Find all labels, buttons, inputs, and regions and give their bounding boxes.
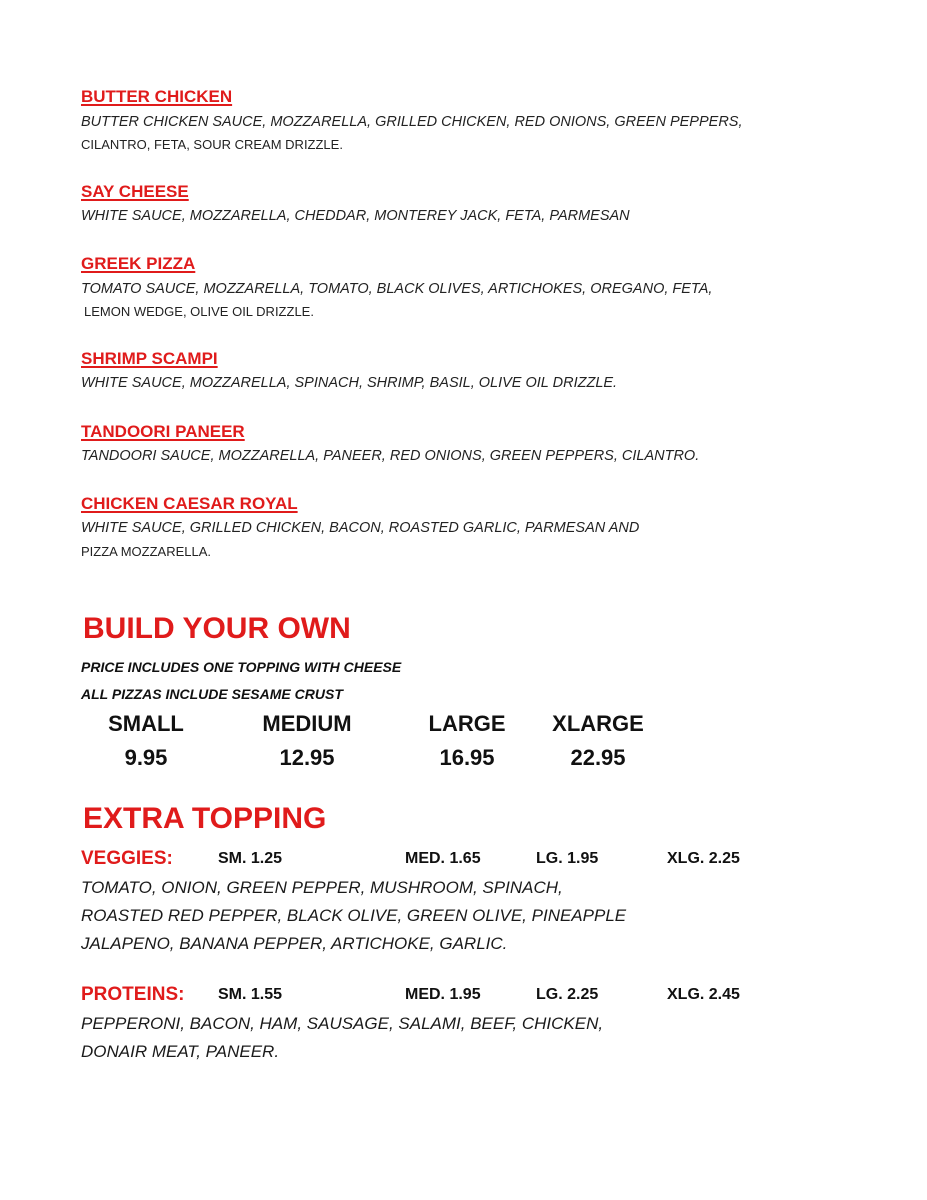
veggies-list-line2: ROASTED RED PEPPER, BLACK OLIVE, GREEN OLIVE, PINEAPPLE (81, 906, 627, 925)
veggies-price-xlg: XLG. 2.25 (667, 850, 740, 867)
proteins-price-sm: SM. 1.55 (218, 986, 283, 1003)
item-desc-greek-pizza-line1: TOMATO SAUCE, MOZZARELLA, TOMATO, BLACK OLIVES, ARTICHOKES, OREGANO, FETA, (81, 281, 713, 297)
item-desc-greek-pizza-line2: LEMON WEDGE, OLIVE OIL DRIZZLE. (84, 304, 314, 319)
veggies-price-lg: LG. 1.95 (536, 850, 599, 867)
item-title-greek-pizza: GREEK PIZZA (81, 254, 196, 273)
build-your-own-note-topping: PRICE INCLUDES ONE TOPPING WITH CHEESE (81, 659, 402, 675)
build-your-own-heading: BUILD YOUR OWN (83, 612, 351, 645)
item-title-tandoori-paneer: TANDOORI PANEER (81, 422, 245, 441)
proteins-price-xlg: XLG. 2.45 (667, 986, 740, 1003)
size-label-medium: MEDIUM (262, 711, 352, 736)
size-price-medium: 12.95 (279, 745, 335, 770)
proteins-label: PROTEINS: (81, 984, 185, 1005)
proteins-list-line2: DONAIR MEAT, PANEER. (81, 1042, 280, 1061)
item-title-chicken-caesar-royal: CHICKEN CAESAR ROYAL (81, 494, 298, 513)
size-label-xlarge: XLARGE (552, 711, 644, 736)
size-label-small: SMALL (108, 711, 184, 736)
veggies-label: VEGGIES: (81, 848, 173, 869)
item-desc-shrimp-scampi-line1: WHITE SAUCE, MOZZARELLA, SPINACH, SHRIMP, BASIL, OLIVE OIL DRIZZLE. (81, 375, 618, 391)
item-desc-butter-chicken-line1: BUTTER CHICKEN SAUCE, MOZZARELLA, GRILLED CHICKEN, RED ONIONS, GREEN PEPPERS, (81, 114, 743, 130)
proteins-price-med: MED. 1.95 (405, 986, 481, 1003)
veggies-list-line3: JALAPENO, BANANA PEPPER, ARTICHOKE, GARLIC. (81, 934, 508, 953)
proteins-price-lg: LG. 2.25 (536, 986, 599, 1003)
item-title-shrimp-scampi: SHRIMP SCAMPI (81, 349, 218, 368)
item-desc-chicken-caesar-royal-line2: PIZZA MOZZARELLA. (81, 544, 212, 559)
item-desc-butter-chicken-line2: CILANTRO, FETA, SOUR CREAM DRIZZLE. (81, 137, 343, 152)
extra-topping-heading: EXTRA TOPPING (83, 802, 327, 835)
build-your-own-note-crust: ALL PIZZAS INCLUDE SESAME CRUST (81, 686, 343, 702)
size-label-large: LARGE (428, 711, 506, 736)
veggies-price-med: MED. 1.65 (405, 850, 481, 867)
item-title-butter-chicken: BUTTER CHICKEN (81, 87, 233, 106)
size-price-xlarge: 22.95 (570, 745, 626, 770)
veggies-list-line1: TOMATO, ONION, GREEN PEPPER, MUSHROOM, SPINACH, (81, 878, 563, 897)
item-desc-say-cheese-line1: WHITE SAUCE, MOZZARELLA, CHEDDAR, MONTEREY JACK, FETA, PARMESAN (81, 208, 630, 224)
item-desc-tandoori-paneer-line1: TANDOORI SAUCE, MOZZARELLA, PANEER, RED ONIONS, GREEN PEPPERS, CILANTRO. (81, 448, 700, 464)
item-title-say-cheese: SAY CHEESE (81, 182, 189, 201)
proteins-list-line1: PEPPERONI, BACON, HAM, SAUSAGE, SALAMI, BEEF, CHICKEN, (81, 1014, 604, 1033)
item-desc-chicken-caesar-royal-line1: WHITE SAUCE, GRILLED CHICKEN, BACON, ROASTED GARLIC, PARMESAN AND (81, 520, 640, 536)
veggies-price-sm: SM. 1.25 (218, 850, 283, 867)
size-price-large: 16.95 (439, 745, 495, 770)
size-price-small: 9.95 (124, 745, 168, 770)
